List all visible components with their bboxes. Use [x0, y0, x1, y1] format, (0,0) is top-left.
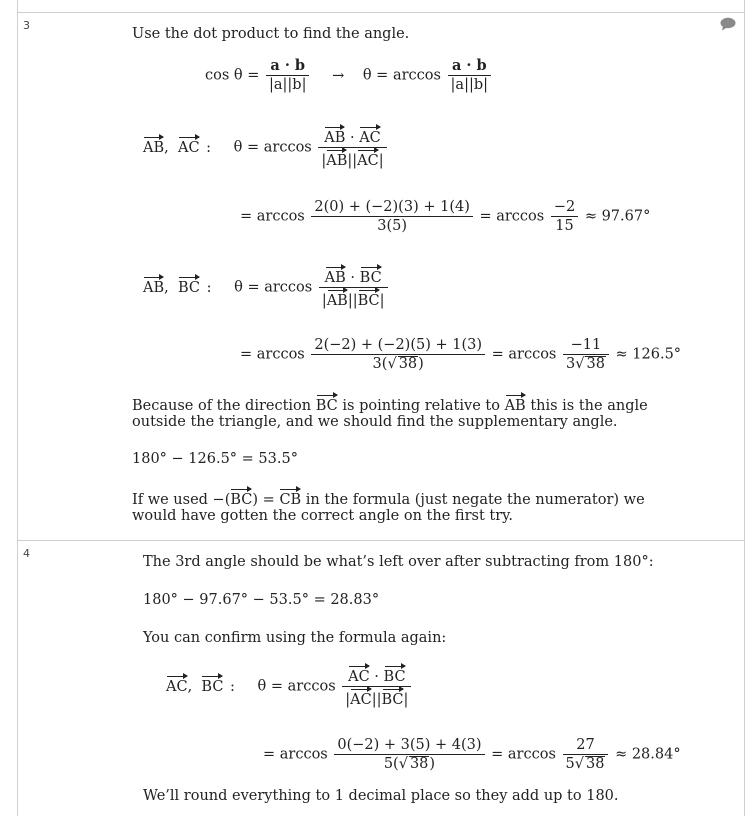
calc3-den-pre: 5(: [383, 756, 399, 772]
calc2-result-fraction: $\frac{-11}{3√ 38}$: [563, 336, 609, 373]
calc1-res-den: 15: [555, 218, 574, 234]
calc1-num: 2(0) + (−2)(3) + 1(4): [311, 198, 473, 217]
vector-bc: BC: [178, 275, 200, 295]
angle-ac-bc: AC, BC : θ = arccos $\frac{AC \cdot BC}{|AC||BC|}$: [166, 664, 413, 709]
sqrt-38: 38: [398, 356, 418, 372]
pair-colon: :: [206, 279, 212, 296]
sqrt-38: 38: [586, 756, 605, 772]
vector-ab: AB: [327, 288, 348, 308]
direction-text-1: [132, 393, 648, 414]
vector-bc: BC: [201, 674, 223, 694]
vector-ab: AB: [326, 148, 347, 168]
theta-arccos: θ = arccos: [257, 678, 336, 695]
text-a1: Because of the direction: [132, 398, 312, 414]
formula-lhs: cos θ =: [205, 67, 260, 84]
calc1-res-num: −2: [551, 198, 578, 217]
supplementary-calc: 180° − 126.5° = 53.5°: [132, 451, 298, 467]
vector-ab: AB: [325, 265, 346, 285]
calc3-approx: ≈ 28.84°: [615, 746, 681, 763]
vector-ab: AB: [505, 393, 526, 413]
vector-bc: BC: [384, 664, 406, 684]
angle-ab-bc: AB, BC : θ = arccos $\frac{AB \cdot BC}{|AB||BC|}$: [143, 265, 390, 310]
calc2-den-post: ): [418, 356, 424, 372]
calc1-den: 3(5): [377, 218, 407, 234]
step3-intro: Use the dot product to find the angle.: [132, 26, 410, 42]
calc3-res-den-pre: 5: [565, 756, 575, 772]
vector-cb: CB: [279, 487, 301, 507]
calc2-res-den-pre: 3: [565, 356, 576, 372]
step-number-3: 3: [23, 19, 30, 32]
vector-bc: BC: [230, 487, 252, 507]
calc2-res-num: −11: [563, 336, 609, 355]
rounding-note: We’ll round everything to 1 decimal place so they add up to 180.: [143, 788, 619, 804]
divider-step4: [17, 540, 744, 541]
vector-ac: AC: [178, 135, 200, 155]
vector-ac: AC: [166, 674, 188, 694]
step-number-4: 4: [23, 547, 30, 560]
calc-126: [240, 336, 681, 373]
calc1-approx: ≈ 97.67°: [584, 208, 651, 225]
vector-ab: AB: [324, 125, 345, 145]
calc-97: [240, 198, 650, 235]
sqrt-38: 38: [409, 756, 429, 772]
pair-colon: :: [206, 139, 212, 156]
dot-formula: [205, 57, 493, 94]
angle-fraction: $\frac{AB \cdot AC}{|AB||AC|}$: [318, 125, 386, 170]
third-angle-calc: 180° − 97.67° − 53.5° = 28.83°: [143, 592, 380, 608]
implies-arrow: →: [332, 67, 345, 84]
formula-den: |a||b|: [269, 77, 307, 93]
vector-bc: BC: [358, 288, 380, 308]
direction-text-2: outside the triangle, and we should find the supplementary angle.: [132, 414, 618, 430]
negate-text-1: [132, 487, 645, 508]
eq-arccos: = arccos: [479, 208, 545, 225]
eq-arccos: = arccos: [240, 346, 305, 363]
eq-arccos: = arccos: [263, 746, 328, 763]
angle-ab-ac: AB, AC : θ = arccos $\frac{AB \cdot AC}{|AB||AC|}$: [143, 125, 389, 170]
formula-fraction: [266, 57, 309, 94]
calc3-den-post: ): [429, 756, 436, 772]
calc2-fraction: $\frac{2(-2) + (-2)(5) + 1(3)}{3(√ 38)}$: [311, 336, 485, 373]
step4-intro: The 3rd angle should be what’s left over after subtracting from 180°:: [143, 554, 654, 570]
calc2-num: 2(−2) + (−2)(5) + 1(3): [311, 336, 485, 355]
text-a3: this is the angle: [530, 398, 648, 414]
vector-bc: BC: [316, 393, 338, 413]
eq-arccos: = arccos: [240, 208, 305, 225]
pair-colon: :: [230, 678, 235, 695]
calc-28: [263, 736, 681, 773]
text-b3: in the formula (just negate the numerator) we: [305, 492, 645, 508]
calc1-result-fraction: [551, 198, 578, 235]
calc3-num: 0(−2) + 3(5) + 4(3): [334, 736, 484, 755]
vector-ac: AC: [357, 148, 379, 168]
calc1-fraction: [311, 198, 473, 235]
sqrt-38: 38: [586, 356, 605, 372]
vector-ac: AC: [348, 664, 370, 684]
vector-bc: BC: [382, 687, 404, 707]
text-b1: If we used −(: [132, 492, 231, 508]
angle-fraction: $\frac{AB \cdot BC}{|AB||BC|}$: [319, 265, 388, 310]
text-a2: is pointing relative to: [342, 398, 500, 414]
text-b2: ) =: [252, 492, 275, 508]
divider-top: [17, 12, 744, 13]
formula-num: a · b: [270, 57, 306, 74]
comment-icon[interactable]: [720, 17, 736, 31]
theta-arccos: θ = arccos: [234, 279, 313, 296]
vector-bc: BC: [360, 265, 382, 285]
formula-fraction-2: [448, 57, 491, 94]
angle-fraction: $\frac{AC \cdot BC}{|AC||BC|}$: [342, 664, 411, 709]
eq-arccos: = arccos: [491, 346, 557, 363]
negate-text-2: would have gotten the correct angle on the first try.: [132, 508, 514, 524]
calc2-approx: ≈ 126.5°: [615, 346, 682, 363]
calc3-result-fraction: $\frac{27}{5√ 38}$: [563, 736, 609, 773]
calc2-den-pre: 3(: [372, 356, 388, 372]
eq-arccos: = arccos: [491, 746, 556, 763]
theta-arccos: θ = arccos: [233, 139, 312, 156]
vector-ab: AB: [143, 275, 164, 295]
calc3-res-num: 27: [563, 736, 609, 755]
vector-ab: AB: [143, 135, 164, 155]
vector-ac: AC: [350, 687, 372, 707]
calc3-fraction: $\frac{0(-2) + 3(5) + 4(3)}{5(√ 38)}$: [334, 736, 484, 773]
formula-den-2: |a||b|: [450, 77, 489, 93]
formula-rhs: θ = arccos: [362, 67, 441, 84]
vector-ac: AC: [359, 125, 381, 145]
formula-num-2: a · b: [451, 57, 487, 74]
confirm-text: You can confirm using the formula again:: [143, 630, 447, 646]
